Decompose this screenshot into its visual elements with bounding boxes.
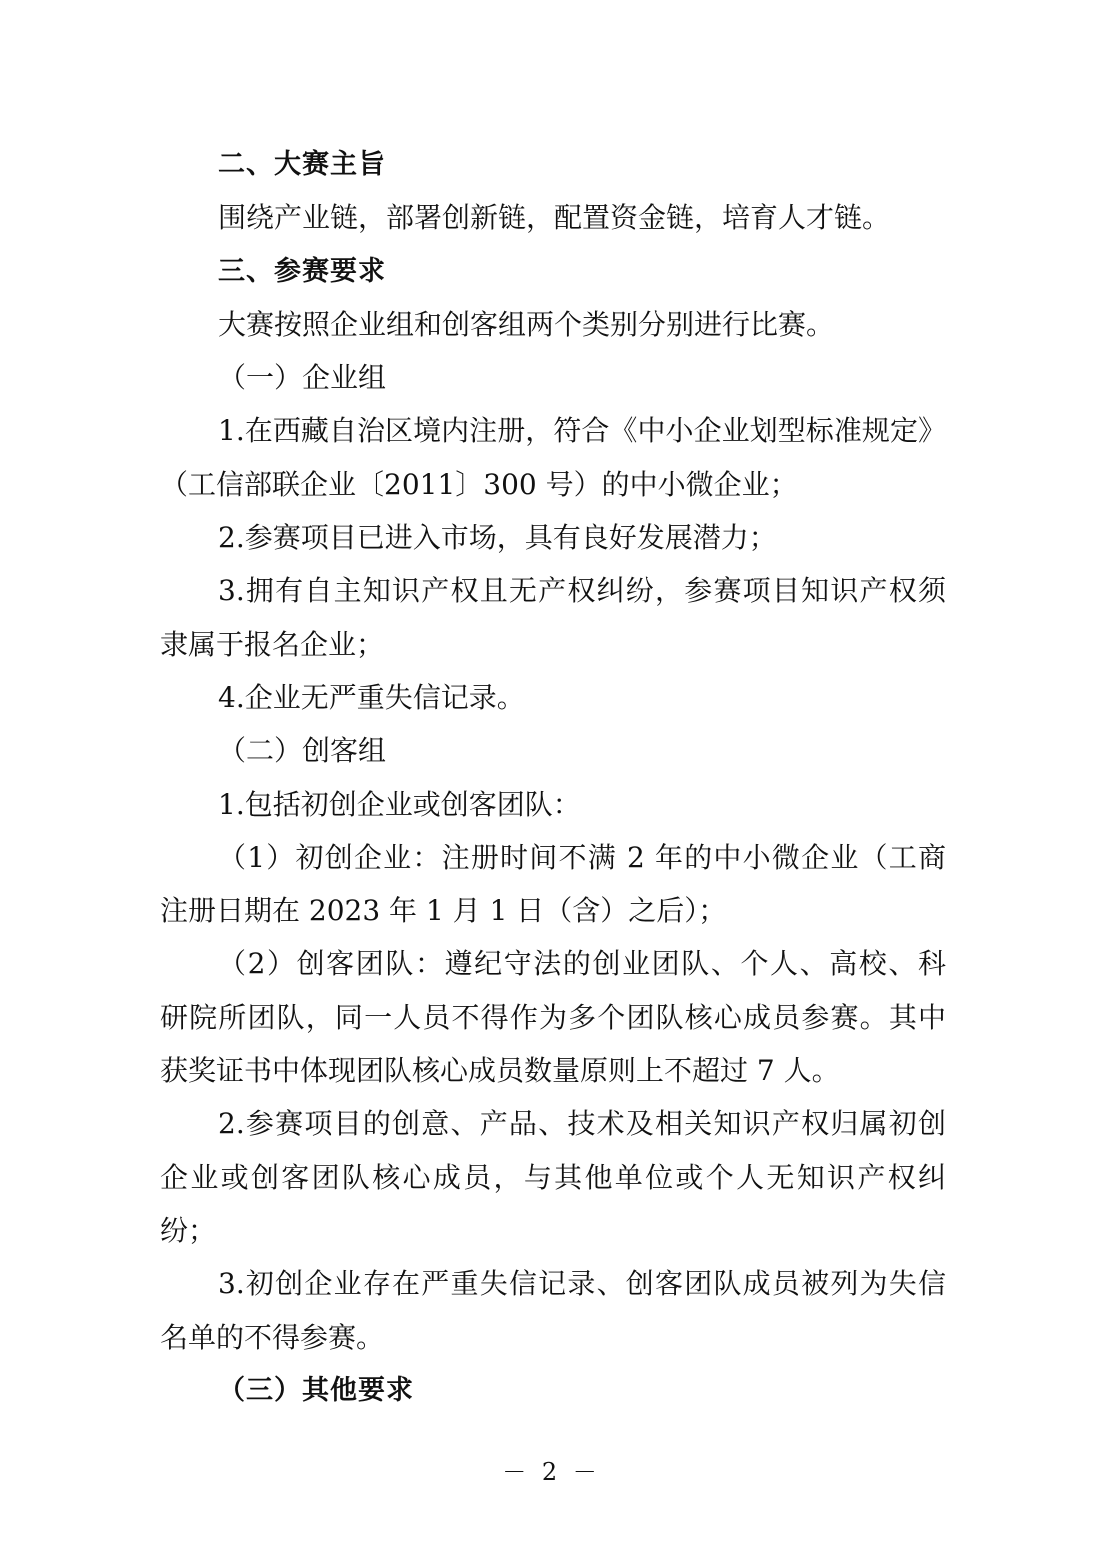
enterprise-item-1-line-1: 1.在西藏自治区境内注册，符合《中小企业划型标准规定》	[218, 414, 946, 448]
maker-item-3-line-1: 3.初创企业存在严重失信记录、创客团队成员被列为失信	[218, 1267, 946, 1301]
maker-item-1-2-line-2: 研院所团队，同一人员不得作为多个团队核心成员参赛。其中	[160, 1000, 946, 1034]
page-number: － 2 －	[502, 1458, 601, 1486]
maker-item-3-line-2: 名单的不得参赛。	[160, 1320, 385, 1354]
paragraph-theme: 围绕产业链，部署创新链，配置资金链，培育人才链。	[218, 201, 891, 235]
maker-item-2-line-3: 纷；	[160, 1213, 217, 1247]
document-page	[160, 138, 946, 1417]
paragraph-intro: 大赛按照企业组和创客组两个类别分别进行比赛。	[218, 307, 835, 341]
maker-item-1-1-line-2: 注册日期在 2023 年 1 月 1 日（含）之后）；	[160, 894, 727, 928]
maker-item-1: 1.包括初创企业或创客团队：	[218, 787, 581, 821]
enterprise-item-3-line-1: 3.拥有自主知识产权且无产权纠纷，参赛项目知识产权须	[218, 574, 946, 608]
maker-item-1-1-line-1: （1）初创企业：注册时间不满 2 年的中小微企业（工商	[218, 840, 946, 874]
subheading-other-requirements: （三）其他要求	[218, 1374, 414, 1406]
maker-item-1-2-line-1: （2）创客团队：遵纪守法的创业团队、个人、高校、科	[218, 947, 946, 981]
maker-item-2-line-1: 2.参赛项目的创意、产品、技术及相关知识产权归属初创	[218, 1107, 946, 1141]
section-heading-purpose: 二、大赛主旨	[218, 149, 386, 180]
maker-item-2-line-2: 企业或创客团队核心成员，与其他单位或个人无知识产权纠	[160, 1160, 946, 1194]
section-heading-requirements: 三、参赛要求	[218, 255, 386, 287]
enterprise-item-4: 4.企业无严重失信记录。	[218, 680, 525, 714]
enterprise-item-3-line-2: 隶属于报名企业；	[160, 627, 385, 661]
enterprise-item-1-line-2: （工信部联企业〔2011〕300 号）的中小微企业；	[160, 467, 798, 501]
subheading-enterprise-group: （一）企业组	[218, 361, 387, 395]
enterprise-item-2: 2.参赛项目已进入市场，具有良好发展潜力；	[218, 521, 777, 555]
maker-item-1-2-line-3: 获奖证书中体现团队核心成员数量原则上不超过 7 人。	[160, 1054, 840, 1088]
subheading-maker-group: （二）创客组	[218, 734, 387, 768]
